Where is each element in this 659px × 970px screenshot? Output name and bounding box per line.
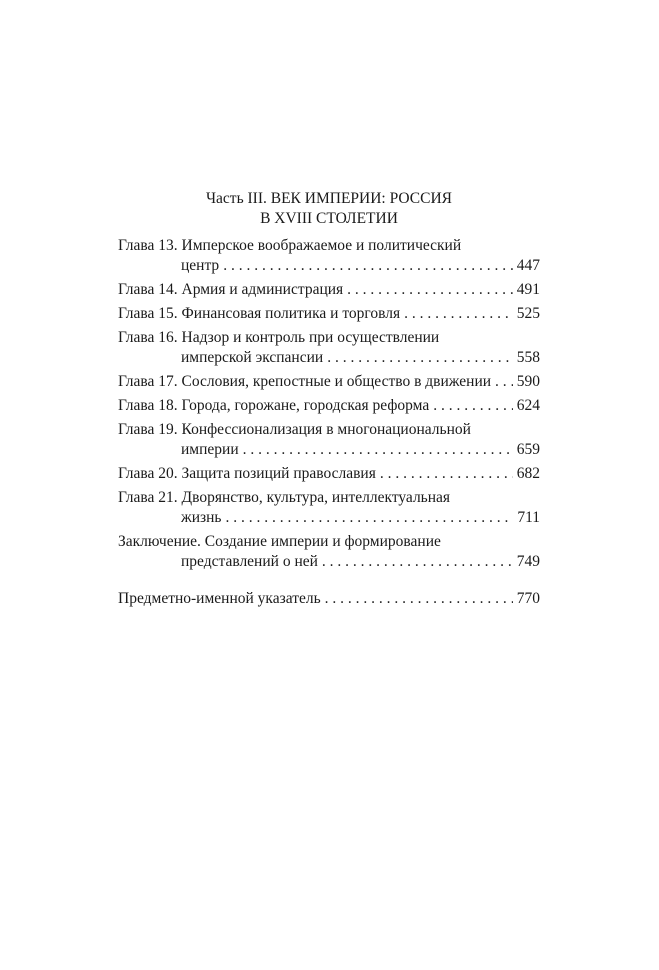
- toc-entry-index[interactable]: [118, 589, 540, 609]
- toc-entry-title: Глава 17. Сословия, крепостные и общество в движении: [118, 373, 492, 390]
- dot-leader: [495, 372, 513, 392]
- toc-entry-title: Глава 19. Конфессионализация в многонациональной: [118, 421, 471, 438]
- toc-entry-title-cont: имперской экспансии: [181, 349, 324, 366]
- toc-entry-chapter-18[interactable]: [118, 396, 540, 416]
- toc-list: [118, 236, 540, 613]
- dot-leader: [223, 256, 513, 276]
- toc-entry-title: Предметно-именной указатель: [118, 590, 321, 607]
- toc-entry-title-cont: центр: [181, 257, 220, 274]
- toc-entry-title: Глава 15. Финансовая политика и торговля: [118, 305, 401, 322]
- dot-leader: [226, 508, 514, 528]
- dot-leader: [380, 464, 513, 484]
- toc-entry-chapter-19[interactable]: [118, 420, 540, 460]
- toc-entry-chapter-17[interactable]: [118, 372, 540, 392]
- toc-entry-title: Глава 20. Защита позиций православия: [118, 465, 376, 482]
- toc-entry-conclusion[interactable]: [118, 532, 540, 572]
- toc-page-number: 525: [516, 305, 540, 322]
- toc-page-number: 558: [516, 349, 540, 366]
- toc-entry-title-cont: жизнь: [181, 509, 222, 526]
- toc-entry-title: Глава 13. Имперское воображаемое и политический: [118, 237, 462, 254]
- toc-entry-title: Глава 16. Надзор и контроль при осуществлении: [118, 329, 440, 346]
- toc-page-number: 491: [516, 281, 540, 298]
- toc-entry-title: Заключение. Создание империи и формирование: [118, 533, 441, 550]
- toc-page-number: 770: [516, 590, 540, 607]
- dot-leader: [404, 304, 513, 324]
- dot-leader: [325, 589, 513, 609]
- toc-entry-title-cont: империи: [181, 441, 239, 458]
- toc-page-number: 682: [516, 465, 540, 482]
- toc-entry-chapter-15[interactable]: [118, 304, 540, 324]
- toc-page-number: 711: [517, 509, 540, 526]
- toc-page-number: 590: [516, 373, 540, 390]
- dot-leader: [327, 348, 513, 368]
- toc-entry-chapter-13[interactable]: [118, 236, 540, 276]
- toc-entry-title: Глава 21. Дворянство, культура, интеллектуальная: [118, 489, 451, 506]
- toc-entry-title-cont: представлений о ней: [181, 553, 318, 570]
- toc-entry-chapter-14[interactable]: [118, 280, 540, 300]
- toc-entry-title: Глава 18. Города, горожане, городская реформа: [118, 397, 430, 414]
- toc-page-number: 749: [516, 553, 540, 570]
- toc-page-number: 624: [516, 397, 540, 414]
- toc-page-number: 659: [516, 441, 540, 458]
- toc-page-number: 447: [516, 257, 540, 274]
- toc-entry-title: Глава 14. Армия и администрация: [118, 281, 344, 298]
- dot-leader: [243, 440, 513, 460]
- dot-leader: [347, 280, 513, 300]
- part-heading-line-1: Часть III. ВЕК ИМПЕРИИ: РОССИЯ: [205, 190, 453, 207]
- part-heading-line-2: В XVIII СТОЛЕТИИ: [260, 210, 398, 227]
- toc-entry-chapter-16[interactable]: [118, 328, 540, 368]
- toc-entry-chapter-21[interactable]: [118, 488, 540, 528]
- part-heading: [118, 189, 540, 229]
- toc-entry-chapter-20[interactable]: [118, 464, 540, 484]
- dot-leader: [322, 552, 513, 572]
- dot-leader: [433, 396, 513, 416]
